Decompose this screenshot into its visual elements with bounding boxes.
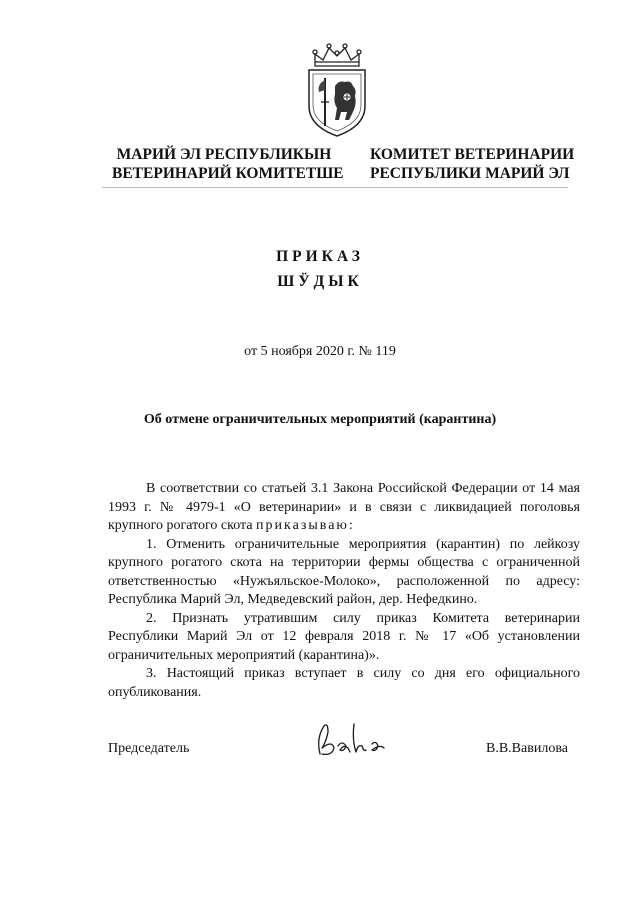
header-right-line-1: КОМИТЕТ ВЕТЕРИНАРИИ xyxy=(370,146,575,163)
body-p1-start: В соответствии со статьей 3.1 Закона Российской Федерации от 14 мая 1993 г. № 4979-1 «О ветеринарии» и в связи с ликвидацией поголовья крупного рогатого скота xyxy=(108,481,580,533)
body-paragraph-3: 2. Признать утратившим силу приказ Комитета ветеринарии Республики Марий Эл от 12 февраля 2018 г. № 17 «Об установлении ограничительных мероприятий (карантина)». xyxy=(108,610,580,663)
header-left-line-2: ВЕТЕРИНАРИЙ КОМИТЕТШЕ xyxy=(112,165,344,182)
body-paragraph-1 xyxy=(108,480,580,536)
doc-date-number: от 5 ноября 2020 г. № 119 xyxy=(244,344,396,359)
body-p1-spaced: приказываю xyxy=(256,518,349,533)
signer-name: В.В.Вавилова xyxy=(486,741,568,756)
header-left-line-1: МАРИЙ ЭЛ РЕСПУБЛИКЫН xyxy=(116,146,332,163)
body-p1-end: : xyxy=(348,518,353,533)
body-paragraph-4: 3. Настоящий приказ вступает в силу со дня его официального опубликования. xyxy=(108,666,580,700)
header-right xyxy=(370,145,575,183)
doc-subject: Об отмене ограничительных мероприятий (карантина) xyxy=(143,412,497,427)
doc-body xyxy=(108,480,580,702)
handwritten-signature xyxy=(310,718,400,764)
body-paragraph-2: 1. Отменить ограничительные мероприятия (карантин) по лейкозу крупного рогатого скота на территории фермы общества с ограниченной ответственностью «Нужъяльское-Молоко», расположенной по адресу: Республика Марий Эл, Медведевский район, дер. Нефедкино. xyxy=(108,536,580,607)
header-left xyxy=(112,145,344,183)
header-right-line-2: РЕСПУБЛИКИ МАРИЙ ЭЛ xyxy=(370,165,570,182)
doc-title-ru: ПРИКАЗ xyxy=(276,248,364,265)
header-divider xyxy=(102,187,568,188)
signer-position: Председатель xyxy=(108,741,190,756)
doc-title-mari: ШӰДЫК xyxy=(277,273,363,290)
coat-of-arms-icon xyxy=(301,42,373,138)
